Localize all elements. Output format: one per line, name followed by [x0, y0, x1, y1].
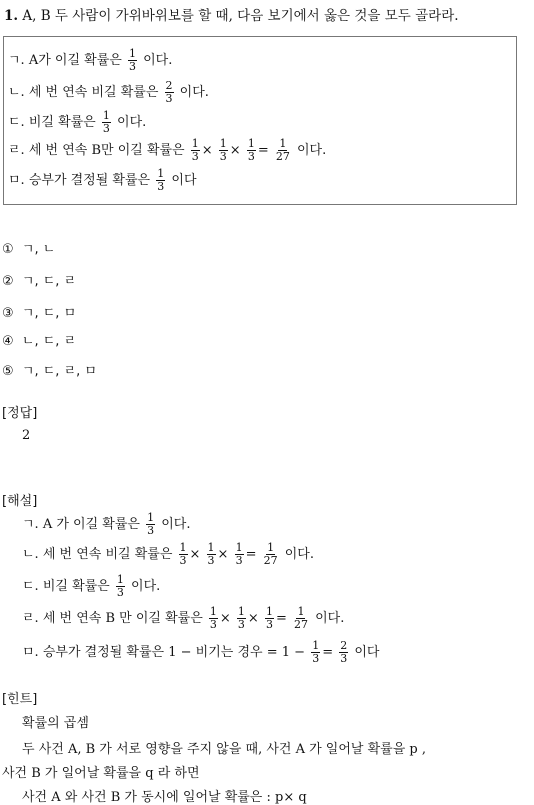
fraction: $\frac{2}{3}$	[340, 639, 348, 665]
explanation-line-5: ㅁ. 승부가 결정될 확률은 1 − 비기는 경우 = 1 − $\frac{1}{3}$ = $\frac{2}{3}$ 이다	[22, 639, 380, 665]
option-3[interactable]: ③ ㄱ, ㄷ, ㅁ	[2, 306, 77, 321]
fraction: $\frac{1}{3}$	[312, 639, 320, 665]
fraction: $\frac{2}{3}$	[165, 79, 173, 105]
hint-line-3: 사건 A 와 사건 B 가 동시에 일어날 확률은 : p× q	[22, 790, 307, 805]
box-item-3: ㄷ. 비길 확률은 $\frac{1}{3}$ 이다.	[8, 109, 147, 135]
question-text: A, B 두 사람이 가위바위보를 할 때, 다음 보기에서 옳은 것을 모두 골라라.	[22, 8, 459, 24]
explanation-line-4: ㄹ. 세 번 연속 B 만 이길 확률은 $\frac{1}{3}$ × $\frac{1}{3}$ × $\frac{1}{3}$ = $\frac{1}{27}$ 이다.	[22, 605, 345, 631]
box-item-4: ㄹ. 세 번 연속 B만 이길 확률은 $\frac{1}{3}$ × $\frac{1}{3}$ × $\frac{1}{3}$ = $\frac{1}{27}$ 이다.	[8, 137, 327, 163]
explanation-line-3: ㄷ. 비길 확률은 $\frac{1}{3}$ 이다.	[22, 573, 161, 599]
fraction: $\frac{1}{27}$	[293, 605, 308, 631]
fraction: $\frac{1}{3}$	[265, 605, 273, 631]
option-2[interactable]: ② ㄱ, ㄷ, ㄹ	[2, 274, 77, 289]
option-4[interactable]: ④ ㄴ, ㄷ, ㄹ	[2, 334, 77, 349]
hint-line-1: 두 사건 A, B 가 서로 영향을 주지 않을 때, 사건 A 가 일어날 확률을 p ,	[22, 742, 426, 757]
fraction: $\frac{1}{3}$	[179, 541, 187, 567]
answer-value: 2	[22, 428, 31, 443]
option-5[interactable]: ⑤ ㄱ, ㄷ, ㄹ, ㅁ	[2, 364, 97, 379]
explanation-line-1: ㄱ. A 가 이길 확률은 $\frac{1}{3}$ 이다.	[22, 511, 191, 537]
fraction: $\frac{1}{3}$	[235, 541, 243, 567]
question	[4, 4, 459, 24]
fraction: $\frac{1}{3}$	[116, 573, 124, 599]
box-item-5: ㅁ. 승부가 결정될 확률은 $\frac{1}{3}$ 이다	[8, 167, 197, 193]
question-number: 1.	[4, 8, 19, 24]
fraction: $\frac{1}{3}$	[207, 541, 215, 567]
fraction: $\frac{1}{3}$	[128, 47, 136, 73]
fraction: $\frac{1}{3}$	[247, 137, 255, 163]
fraction: $\frac{1}{3}$	[209, 605, 217, 631]
fraction: $\frac{1}{27}$	[275, 137, 290, 163]
answer-label: [정답]	[2, 406, 38, 421]
fraction: $\frac{1}{3}$	[102, 109, 110, 135]
fraction: $\frac{1}{3}$	[191, 137, 199, 163]
hint-line-2: 사건 B 가 일어날 확률을 q 라 하면	[2, 766, 200, 781]
box-item-2: ㄴ. 세 번 연속 비길 확률은 $\frac{2}{3}$ 이다.	[8, 79, 209, 105]
fraction: $\frac{1}{3}$	[157, 167, 165, 193]
fraction: $\frac{1}{27}$	[263, 541, 278, 567]
explanation-line-2: ㄴ. 세 번 연속 비길 확률은 $\frac{1}{3}$ × $\frac{1}{3}$ × $\frac{1}{3}$ = $\frac{1}{27}$ 이다.	[22, 541, 314, 567]
fraction: $\frac{1}{3}$	[237, 605, 245, 631]
hint-label: [힌트]	[2, 692, 38, 707]
box-item-1: ㄱ. A가 이길 확률은 $\frac{1}{3}$ 이다.	[8, 47, 173, 73]
explanation-label: [해설]	[2, 494, 38, 509]
fraction: $\frac{1}{3}$	[219, 137, 227, 163]
hint-title: 확률의 곱셈	[22, 716, 89, 731]
fraction: $\frac{1}{3}$	[147, 511, 155, 537]
option-1[interactable]: ① ㄱ, ㄴ	[2, 242, 56, 257]
